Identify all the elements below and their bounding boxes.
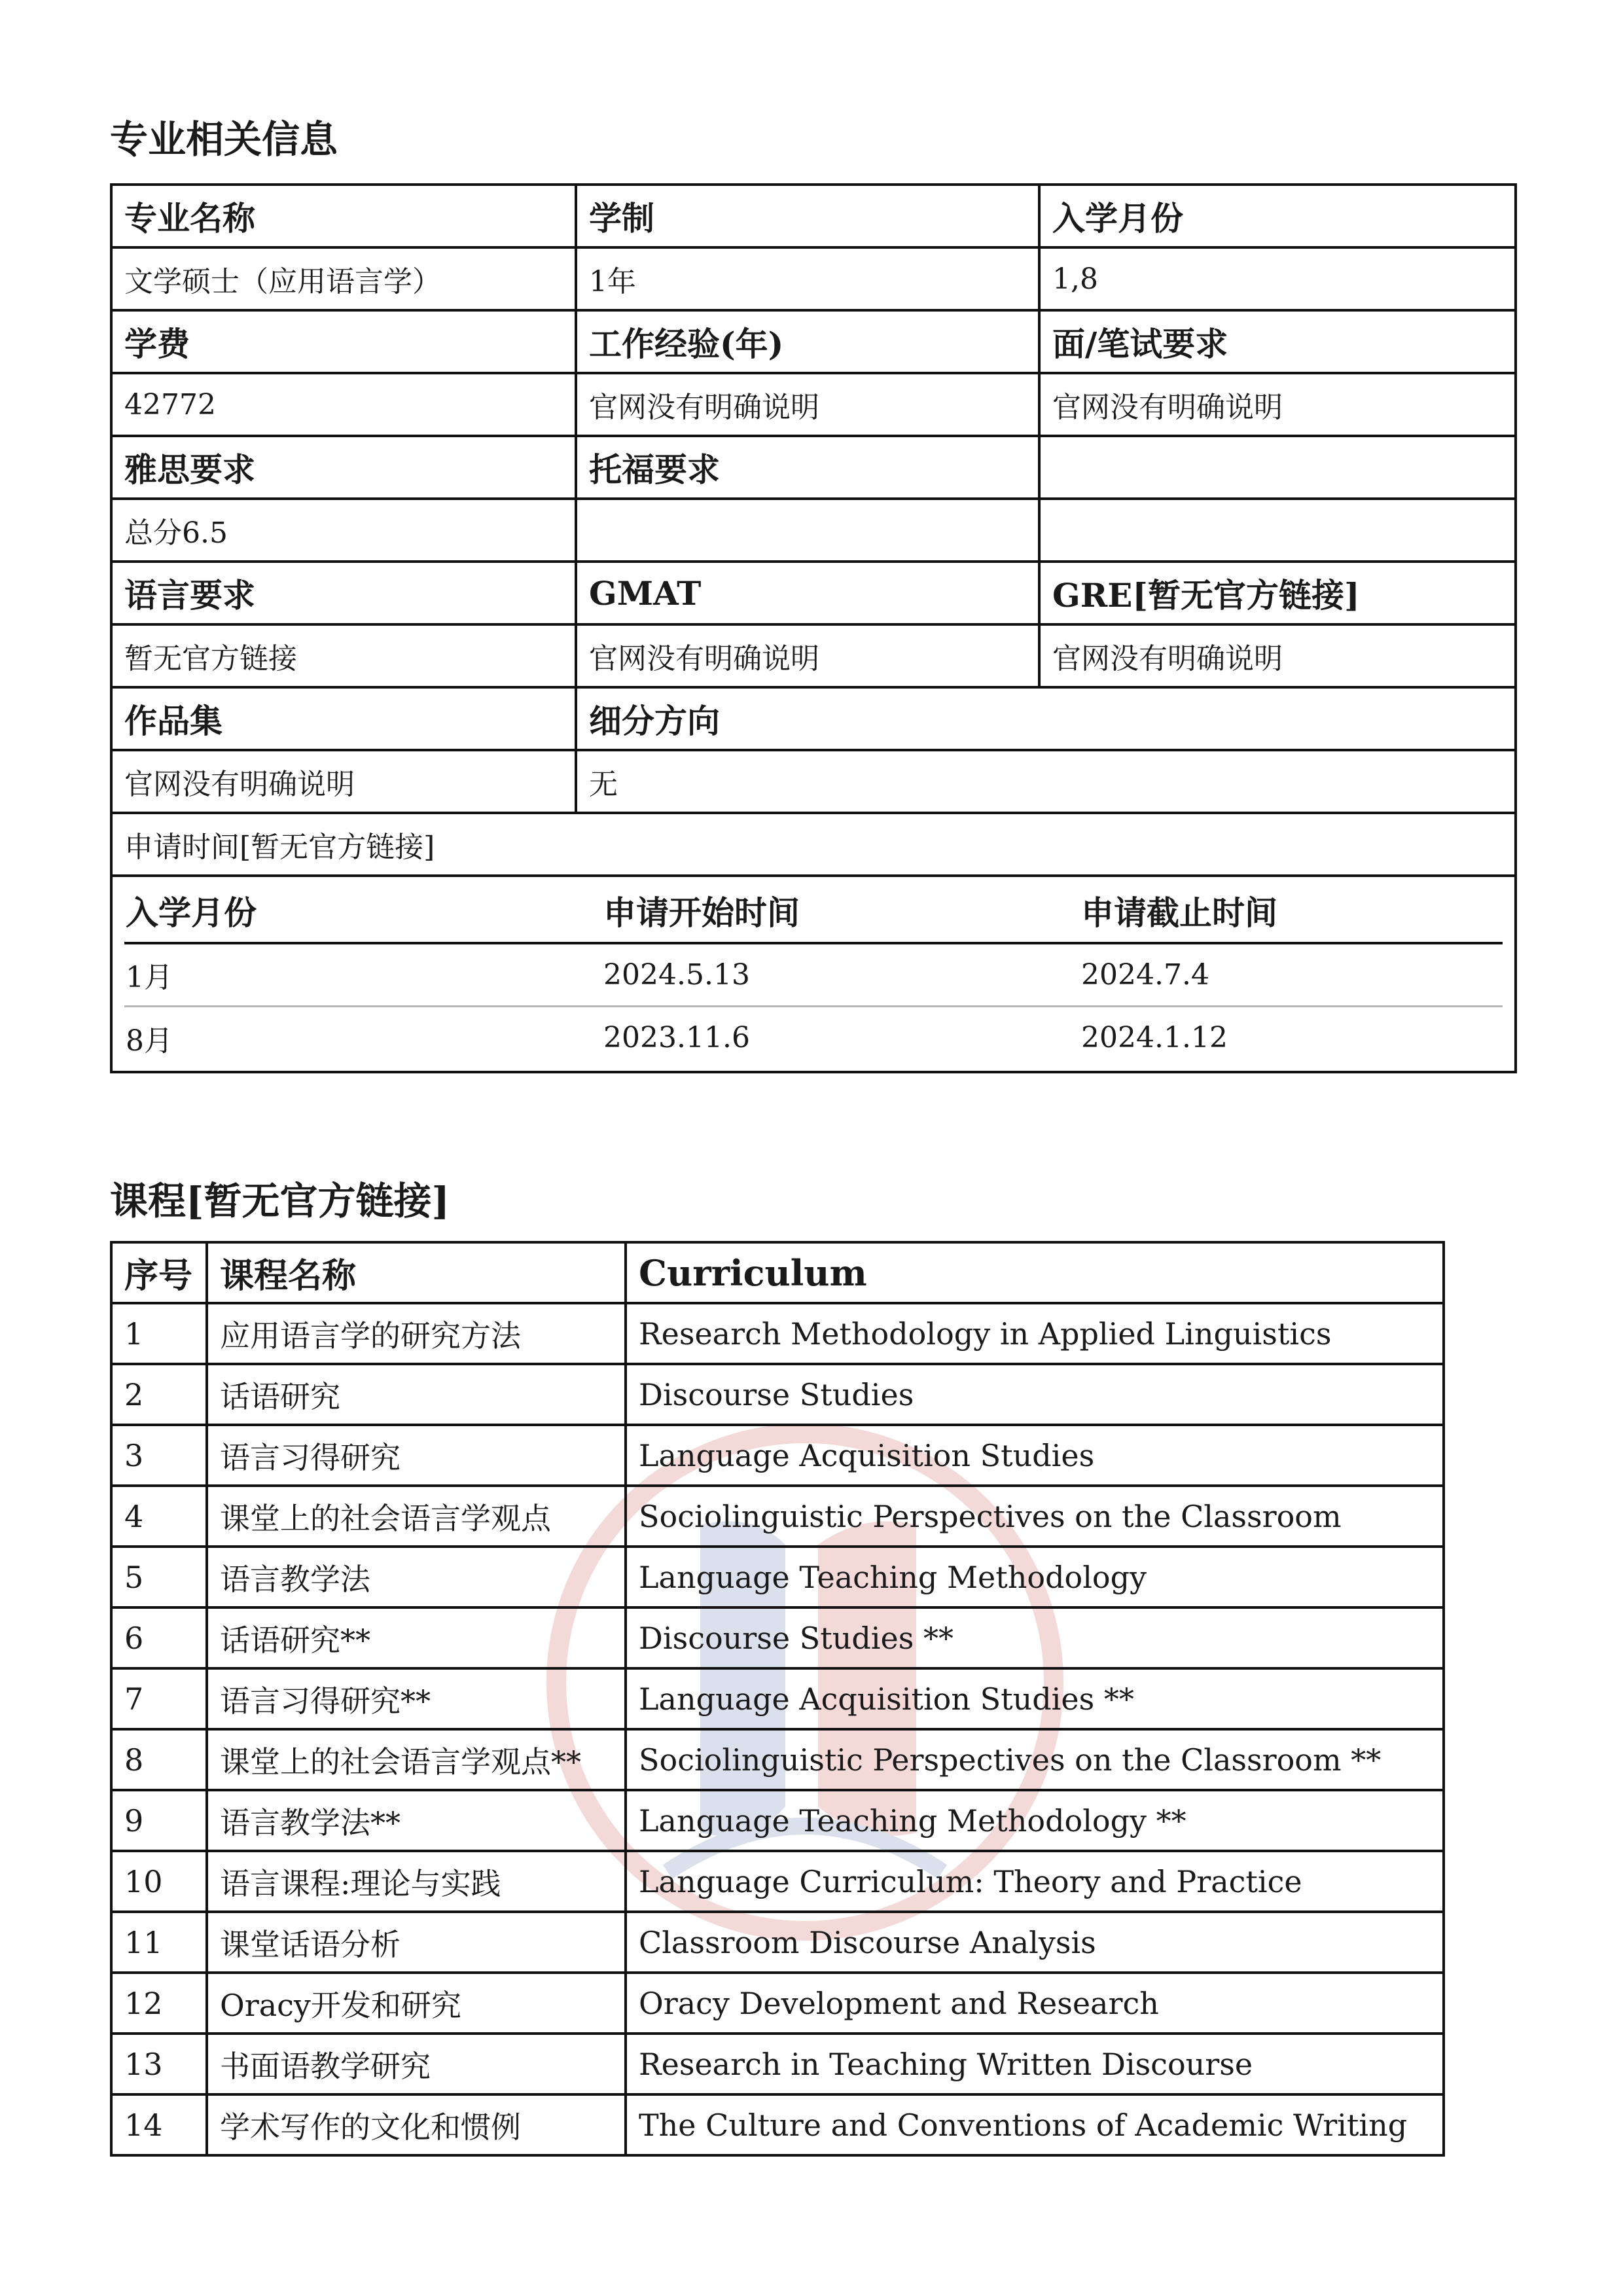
apply-intake-cell: 1月 [124, 943, 602, 1006]
course-name-en-cell: Discourse Studies [626, 1364, 1444, 1425]
course-name-en-cell: Language Curriculum: Theory and Practice [626, 1851, 1444, 1912]
course-name-en-cell: Research in Teaching Written Discourse [626, 2034, 1444, 2094]
info-value-row [111, 499, 1516, 562]
duration-label: 学制 [576, 185, 1039, 247]
course-name-cn-cell: 书面语教学研究 [207, 2034, 626, 2094]
info-header-row [111, 310, 1516, 373]
intake-label: 入学月份 [1039, 185, 1516, 247]
course-index-cell: 7 [111, 1668, 207, 1729]
apply-header-start: 申请开始时间 [602, 879, 1080, 943]
apply-dates-row [111, 876, 1516, 1072]
course-index-cell: 8 [111, 1729, 207, 1790]
empty-cell [1039, 499, 1516, 562]
course-header-row [111, 1242, 1444, 1303]
info-value-row [111, 624, 1516, 687]
course-index-cell: 9 [111, 1790, 207, 1851]
course-index-cell: 12 [111, 1973, 207, 2034]
major-name-value: 文学硕士（应用语言学） [111, 247, 576, 310]
course-header-curriculum: Curriculum [626, 1242, 1444, 1303]
course-header-name-cn: 课程名称 [207, 1242, 626, 1303]
tuition-value: 42772 [111, 373, 576, 436]
info-value-row [111, 373, 1516, 436]
course-row [111, 1547, 1444, 1607]
apply-deadline-cell: 2024.7.4 [1080, 943, 1503, 1006]
gmat-label: GMAT [576, 562, 1039, 624]
apply-dates-row-item [124, 943, 1503, 1006]
course-row [111, 1729, 1444, 1790]
apply-header-intake: 入学月份 [124, 879, 602, 943]
course-row [111, 1973, 1444, 2034]
course-index-cell: 2 [111, 1364, 207, 1425]
course-table [110, 1241, 1445, 2157]
intake-value: 1,8 [1039, 247, 1516, 310]
course-name-en-cell: Research Methodology in Applied Linguistics [626, 1303, 1444, 1364]
course-name-cn-cell: Oracy开发和研究 [207, 1973, 626, 2034]
course-index-cell: 13 [111, 2034, 207, 2094]
ielts-label: 雅思要求 [111, 436, 576, 499]
course-row [111, 2094, 1444, 2155]
course-name-cn-cell: 语言教学法 [207, 1547, 626, 1607]
gre-value: 官网没有明确说明 [1039, 624, 1516, 687]
course-name-en-cell: Classroom Discourse Analysis [626, 1912, 1444, 1973]
course-index-cell: 1 [111, 1303, 207, 1364]
gmat-value: 官网没有明确说明 [576, 624, 1039, 687]
info-header-row [111, 436, 1516, 499]
apply-intake-cell: 8月 [126, 1024, 173, 1058]
course-name-cn-cell: 语言习得研究** [207, 1668, 626, 1729]
info-value-row [111, 247, 1516, 310]
course-name-cn-cell: 语言课程:理论与实践 [207, 1851, 626, 1912]
major-name-label: 专业名称 [111, 185, 576, 247]
direction-label: 细分方向 [576, 687, 1516, 750]
empty-cell [1039, 436, 1516, 499]
course-name-cn-cell: 话语研究** [207, 1607, 626, 1668]
language-label: 语言要求 [111, 562, 576, 624]
course-name-en-cell: Language Acquisition Studies ** [626, 1668, 1444, 1729]
interview-value: 官网没有明确说明 [1039, 373, 1516, 436]
apply-dates-cell [111, 876, 1516, 1072]
course-row [111, 1790, 1444, 1851]
course-index-cell: 11 [111, 1912, 207, 1973]
course-row [111, 1364, 1444, 1425]
info-header-row [111, 687, 1516, 750]
course-index-cell: 10 [111, 1851, 207, 1912]
apply-deadline-cell: 2024.1.12 [1081, 1021, 1228, 1055]
toefl-label: 托福要求 [576, 436, 1039, 499]
course-name-cn-cell: 课堂上的社会语言学观点 [207, 1486, 626, 1547]
course-row [111, 1668, 1444, 1729]
course-index-cell: 3 [111, 1425, 207, 1486]
direction-value: 无 [576, 750, 1516, 813]
section-title-courses: 课程[暂无官方链接] [110, 1179, 450, 1223]
course-row [111, 2034, 1444, 2094]
portfolio-value: 官网没有明确说明 [111, 750, 576, 813]
apply-start-cell: 2024.5.13 [602, 943, 1080, 1006]
course-index-cell: 4 [111, 1486, 207, 1547]
course-name-cn-cell: 语言习得研究 [207, 1425, 626, 1486]
course-name-en-cell: Language Teaching Methodology ** [626, 1790, 1444, 1851]
course-index-cell: 14 [111, 2094, 207, 2155]
info-header-row [111, 185, 1516, 247]
course-name-en-cell: The Culture and Conventions of Academic Writing [626, 2094, 1444, 2155]
duration-value: 1年 [576, 247, 1039, 310]
course-row [111, 1851, 1444, 1912]
apply-dates-row-item [124, 1006, 1503, 1069]
info-value-row [111, 750, 1516, 813]
course-name-cn-cell: 语言教学法** [207, 1790, 626, 1851]
section-title-major-info: 专业相关信息 [110, 117, 338, 162]
apply-dates-table [124, 879, 1503, 1069]
course-name-en-cell: Discourse Studies ** [626, 1607, 1444, 1668]
course-name-cn-cell: 课堂话语分析 [207, 1912, 626, 1973]
course-name-cn-cell: 应用语言学的研究方法 [207, 1303, 626, 1364]
portfolio-label: 作品集 [111, 687, 576, 750]
toefl-value [576, 499, 1039, 562]
work-experience-label: 工作经验(年) [576, 310, 1039, 373]
interview-label: 面/笔试要求 [1039, 310, 1516, 373]
course-name-en-cell: Language Acquisition Studies [626, 1425, 1444, 1486]
course-name-en-cell: Sociolinguistic Perspectives on the Classroom [626, 1486, 1444, 1547]
course-name-cn-cell: 课堂上的社会语言学观点** [207, 1729, 626, 1790]
course-index-cell: 6 [111, 1607, 207, 1668]
course-name-en-cell: Language Teaching Methodology [626, 1547, 1444, 1607]
course-name-en-cell: Oracy Development and Research [626, 1973, 1444, 2034]
course-row [111, 1607, 1444, 1668]
course-table-body [111, 1303, 1444, 2155]
course-name-cn-cell: 话语研究 [207, 1364, 626, 1425]
course-name-en-cell: Sociolinguistic Perspectives on the Classroom ** [626, 1729, 1444, 1790]
course-row [111, 1425, 1444, 1486]
tuition-label: 学费 [111, 310, 576, 373]
apply-dates-header [124, 879, 1503, 943]
course-row [111, 1912, 1444, 1973]
language-value: 暂无官方链接 [111, 624, 576, 687]
apply-time-label: 申请时间[暂无官方链接] [111, 813, 1516, 876]
gre-label: GRE[暂无官方链接] [1039, 562, 1516, 624]
course-row [111, 1303, 1444, 1364]
ielts-value: 总分6.5 [111, 499, 576, 562]
course-name-cn-cell: 学术写作的文化和惯例 [207, 2094, 626, 2155]
major-info-table [110, 183, 1517, 1073]
work-experience-value: 官网没有明确说明 [576, 373, 1039, 436]
course-index-cell: 5 [111, 1547, 207, 1607]
course-row [111, 1486, 1444, 1547]
apply-time-row [111, 813, 1516, 876]
apply-header-deadline: 申请截止时间 [1080, 879, 1503, 943]
info-header-row [111, 562, 1516, 624]
apply-start-cell: 2023.11.6 [603, 1021, 750, 1055]
course-header-index: 序号 [111, 1242, 207, 1303]
